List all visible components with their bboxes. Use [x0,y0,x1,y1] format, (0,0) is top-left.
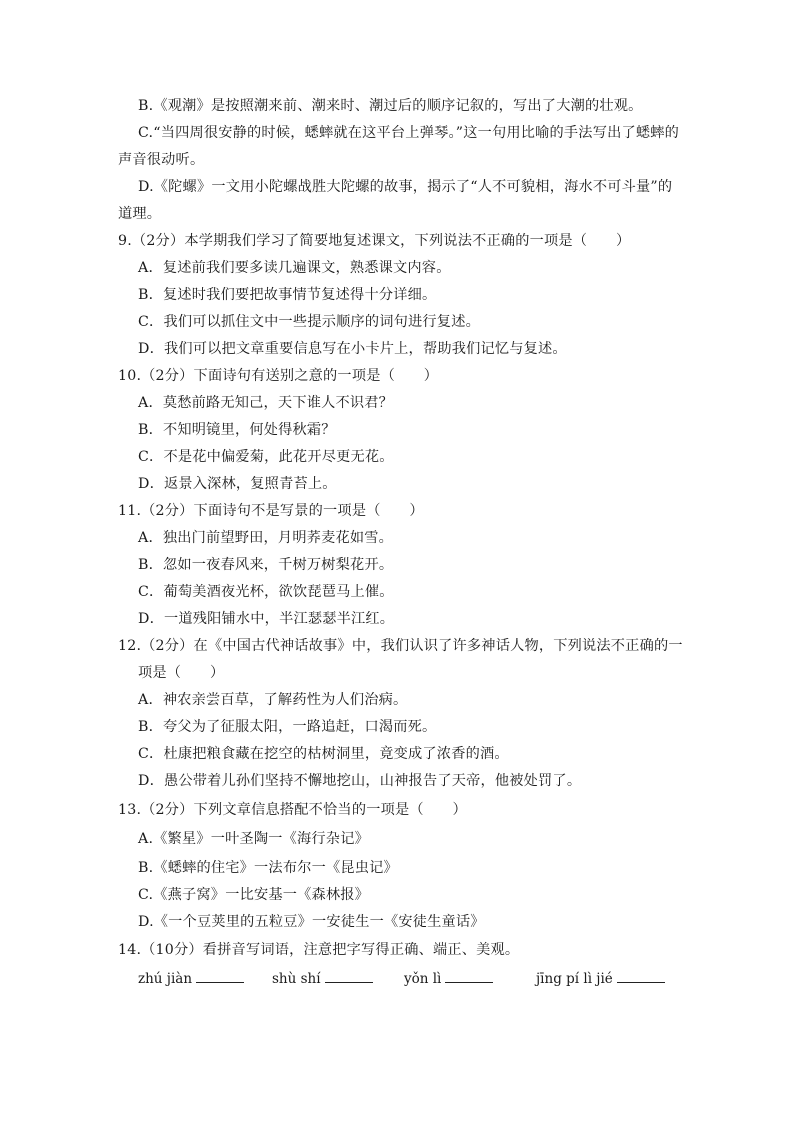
q13-stem: 13.（2分）下列文章信息搭配不恰当的一项是（ ） [118,802,467,818]
q10-option-b: B．不知明镜里，何处得秋霜？ [138,422,336,438]
answer-blank[interactable] [325,968,373,983]
q12-option-c: C．杜康把粮食藏在挖空的枯树洞里，竟变成了浓香的酒。 [138,746,509,762]
q10-option-c: C．不是花中偏爱菊，此花开尽更无花。 [138,449,394,465]
q12-option-d: D．愚公带着儿孙们坚持不懈地挖山，山神报告了天帝，他被处罚了。 [138,773,582,789]
q8-option-c-cont: 声音很动听。 [118,152,205,168]
q8-option-d-cont: 道理。 [118,206,162,222]
q12-stem: 12.（2分）在《中国古代神话故事》中，我们认识了许多神话人物，下列说法不正确的一 [118,638,683,654]
q11-option-a: A．独出门前望野田，月明荞麦花如雪。 [138,530,394,546]
q12-option-b: B．夸父为了征服太阳，一路追赶，口渴而死。 [138,719,437,735]
pinyin-item [138,968,244,989]
q8-option-b: B.《观潮》是按照潮来前、潮来时、潮过后的顺序记叙的，写出了大潮的壮观。 [138,98,643,114]
q12-stem-cont: 项是（ ） [138,665,225,681]
q11-option-c: C．葡萄美酒夜光杯，欲饮琵琶马上催。 [138,584,394,600]
q13-option-a: A.《繁星》一叶圣陶一《海行杂记》 [138,831,369,847]
q12-option-a: A．神农亲尝百草，了解药性为人们治病。 [138,692,408,708]
pinyin-text: shù shí [272,971,321,987]
q9-stem: 9.（2分）本学期我们学习了简要地复述课文，下列说法不正确的一项是（ ） [118,233,631,249]
q10-option-d: D．返景入深林，复照青苔上。 [138,476,337,492]
q8-option-d: D.《陀螺》一文用小陀螺战胜大陀螺的故事，揭示了“人不可貌相，海水不可斗量”的 [138,179,673,195]
answer-blank[interactable] [196,968,244,983]
pinyin-text: jīng pí lì jié [536,971,613,987]
q9-option-c: C．我们可以抓住文中一些提示顺序的词句进行复述。 [138,314,480,330]
answer-blank[interactable] [445,968,493,983]
q13-option-d: D.《一个豆荚里的五粒豆》一安徒生一《安徒生童话》 [138,914,485,930]
q10-option-a: A．莫愁前路无知己，天下谁人不识君？ [138,395,394,411]
q10-stem: 10.（2分）下面诗句有送别之意的一项是（ ） [118,368,439,384]
q14-stem: 14.（10分）看拼音写词语，注意把字写得正确、端正、美观。 [118,942,520,958]
pinyin-item [404,968,493,989]
answer-blank[interactable] [617,968,665,983]
q9-option-b: B．复述时我们要把故事情节复述得十分详细。 [138,287,437,303]
q11-option-d: D．一道残阳铺水中，半江瑟瑟半江红。 [138,611,395,627]
q9-option-d: D．我们可以把文章重要信息写在小卡片上，帮助我们记忆与复述。 [138,341,567,357]
q11-stem: 11.（2分）下面诗句不是写景的一项是（ ） [118,503,424,519]
q9-option-a: A．复述前我们要多读几遍课文，熟悉课文内容。 [138,260,451,276]
q13-option-b: B.《蟋蟀的住宅》一法布尔一《昆虫记》 [138,860,398,876]
pinyin-item [272,968,373,989]
q11-option-b: B．忽如一夜春风来，千树万树梨花开。 [138,557,394,573]
pinyin-text: yǒn lì [404,971,442,987]
pinyin-text: zhú jiàn [138,971,193,987]
q13-option-c: C.《燕子窝》一比安基一《森林报》 [138,887,370,903]
pinyin-item [536,968,665,989]
q8-option-c: C.“当四周很安静的时候，蟋蟀就在这平台上弹琴。”这一句用比喻的手法写出了蟋蟀的 [138,125,680,141]
